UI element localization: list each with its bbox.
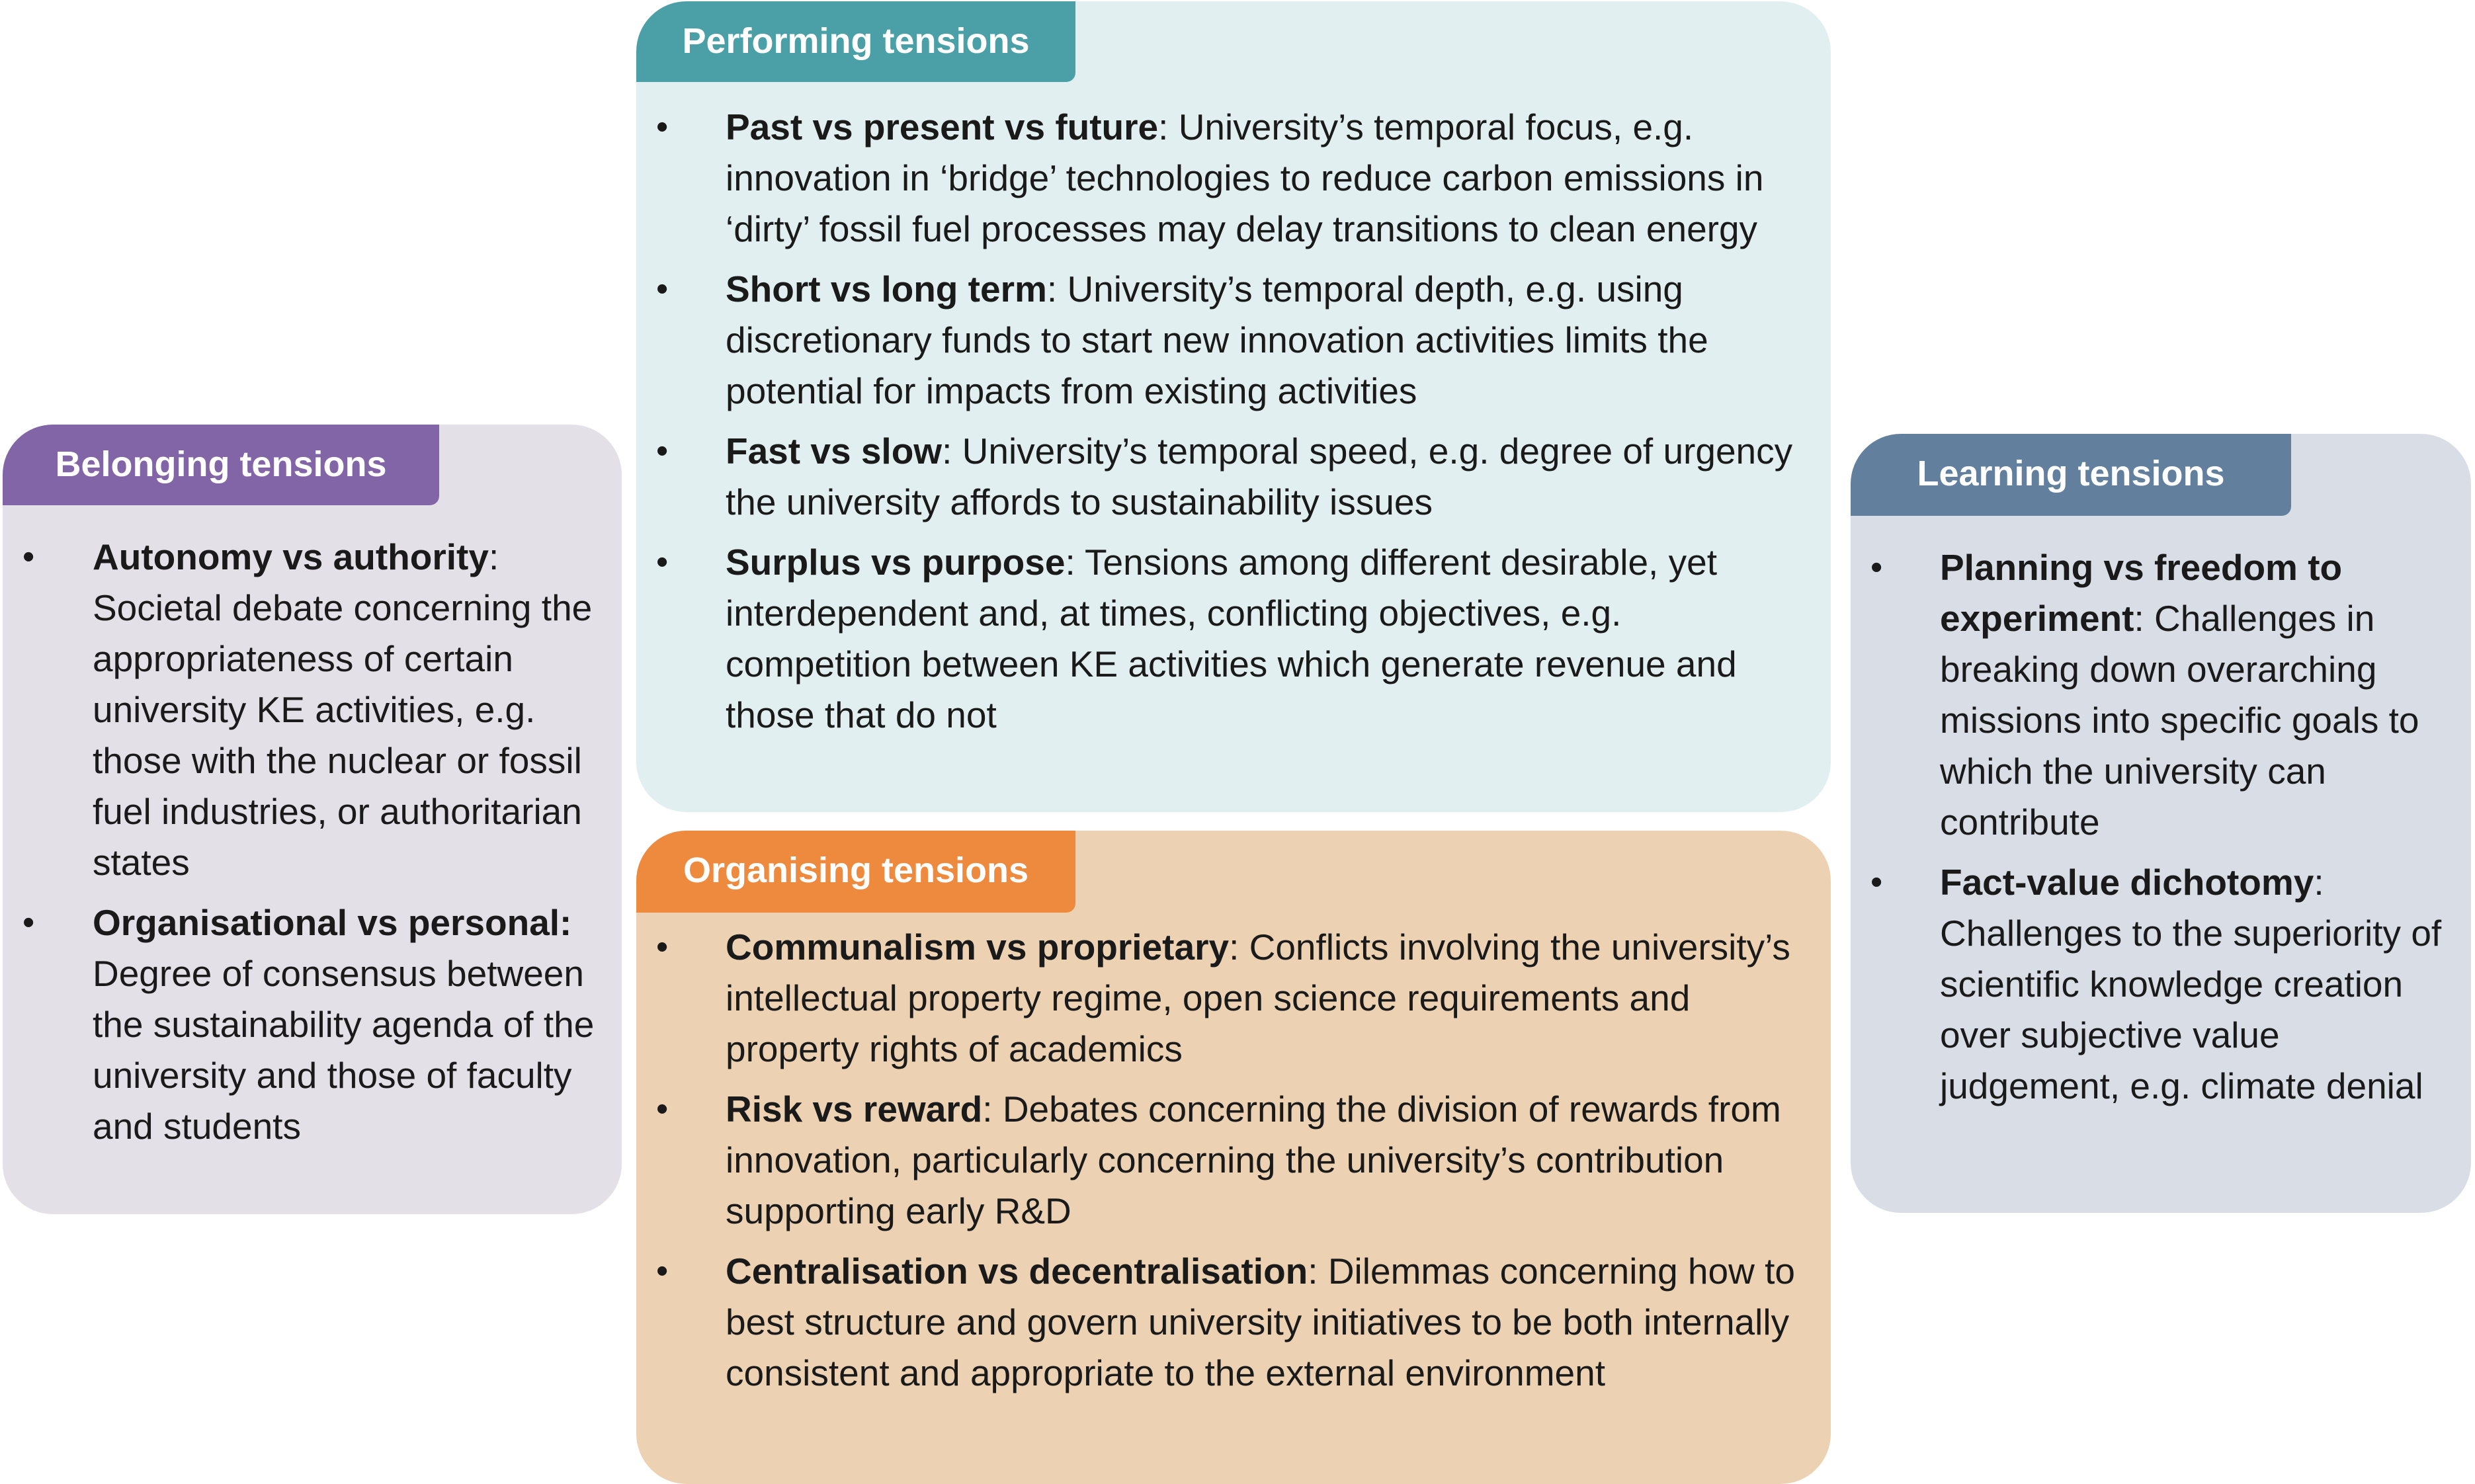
bullet-icon: •	[1870, 863, 1883, 901]
organising-tensions-box	[636, 831, 1831, 1484]
tension-term: Centralisation vs decentralisation	[726, 1251, 1308, 1292]
list-item	[636, 264, 1807, 417]
bullet-icon: •	[1870, 548, 1883, 587]
tension-term: Fast vs slow	[726, 431, 943, 472]
list-item	[636, 1246, 1807, 1399]
tension-description: : Societal debate concerning the appropriateness of certain university KE activities, e.g. those with the nuclear or fossil fuel industries, or authoritarian states	[93, 536, 593, 883]
bullet-icon: •	[22, 903, 35, 942]
list-item	[636, 537, 1807, 741]
list-item	[636, 922, 1807, 1075]
bullet-icon: •	[656, 1090, 669, 1128]
learning-tensions-box	[1851, 434, 2471, 1213]
belonging-tensions-title: Belonging tensions	[3, 425, 439, 505]
belonging-tensions-box	[3, 425, 622, 1214]
tension-description: : Dilemmas concerning how to best structure and govern university initiatives to be both internally consistent and appropriate to the external environment	[726, 1251, 1795, 1393]
bullet-icon: •	[656, 543, 669, 581]
performing-tensions-title: Performing tensions	[636, 1, 1075, 82]
bullet-icon: •	[656, 928, 669, 966]
tension-description: : Challenges to the superiority of scientific knowledge creation over subjective value judgement, e.g. climate denial	[1940, 862, 2442, 1106]
performing-tensions-list	[636, 102, 1807, 750]
bullet-icon: •	[656, 1252, 669, 1290]
tension-term: Organisational vs personal:	[93, 902, 572, 943]
list-item	[1851, 542, 2459, 848]
bullet-icon: •	[656, 270, 669, 308]
tension-term: Autonomy vs authority	[93, 536, 489, 577]
bullet-icon: •	[22, 538, 35, 576]
tension-term: Risk vs reward	[726, 1089, 983, 1130]
learning-tensions-list	[1851, 542, 2459, 1121]
list-item	[636, 102, 1807, 255]
performing-tensions-box	[636, 1, 1831, 812]
tension-term: Past vs present vs future	[726, 106, 1159, 147]
tension-term: Short vs long term	[726, 268, 1047, 309]
tension-description: : Tensions among different desirable, yet interdependent and, at times, conflicting objectives, e.g. competition between KE activities which generate revenue and those that do not	[726, 542, 1737, 735]
bullet-icon: •	[656, 432, 669, 470]
belonging-tensions-list	[3, 532, 611, 1161]
tension-term: Surplus vs purpose	[726, 542, 1066, 583]
tension-term: Communalism vs proprietary	[726, 927, 1230, 968]
list-item	[636, 1084, 1807, 1237]
list-item	[1851, 857, 2459, 1112]
list-item	[3, 897, 611, 1152]
tension-description: : Debates concerning the division of rewards from innovation, particularly concerning the university’s contribution supporting early R&D	[726, 1089, 1781, 1231]
tension-description: : Conflicts involving the university’s intellectual property regime, open science requirements and property rights of academics	[726, 927, 1790, 1069]
organising-tensions-title: Organising tensions	[636, 831, 1075, 913]
tension-term: Planning vs freedom to experiment	[1940, 547, 2343, 639]
tension-description: : University’s temporal depth, e.g. using discretionary funds to start new innovation activities limits the potential for impacts from existing activities	[726, 268, 1708, 411]
bullet-icon: •	[656, 108, 669, 146]
list-item	[636, 426, 1807, 528]
tension-description: : Challenges in breaking down overarching missions into specific goals to which the university can contribute	[1940, 598, 2419, 843]
organising-tensions-list	[636, 922, 1807, 1408]
tension-term: Fact-value dichotomy	[1940, 862, 2314, 903]
tension-description: : University’s temporal speed, e.g. degree of urgency the university affords to sustainability issues	[726, 431, 1793, 522]
tension-description: : University’s temporal focus, e.g. innovation in ‘bridge’ technologies to reduce carbon emissions in ‘dirty’ fossil fuel processes may delay transitions to clean energy	[726, 106, 1764, 249]
list-item	[3, 532, 611, 888]
learning-tensions-title: Learning tensions	[1851, 434, 2291, 516]
tension-description: Degree of consensus between the sustainability agenda of the university and those of faculty and students	[93, 953, 595, 1147]
